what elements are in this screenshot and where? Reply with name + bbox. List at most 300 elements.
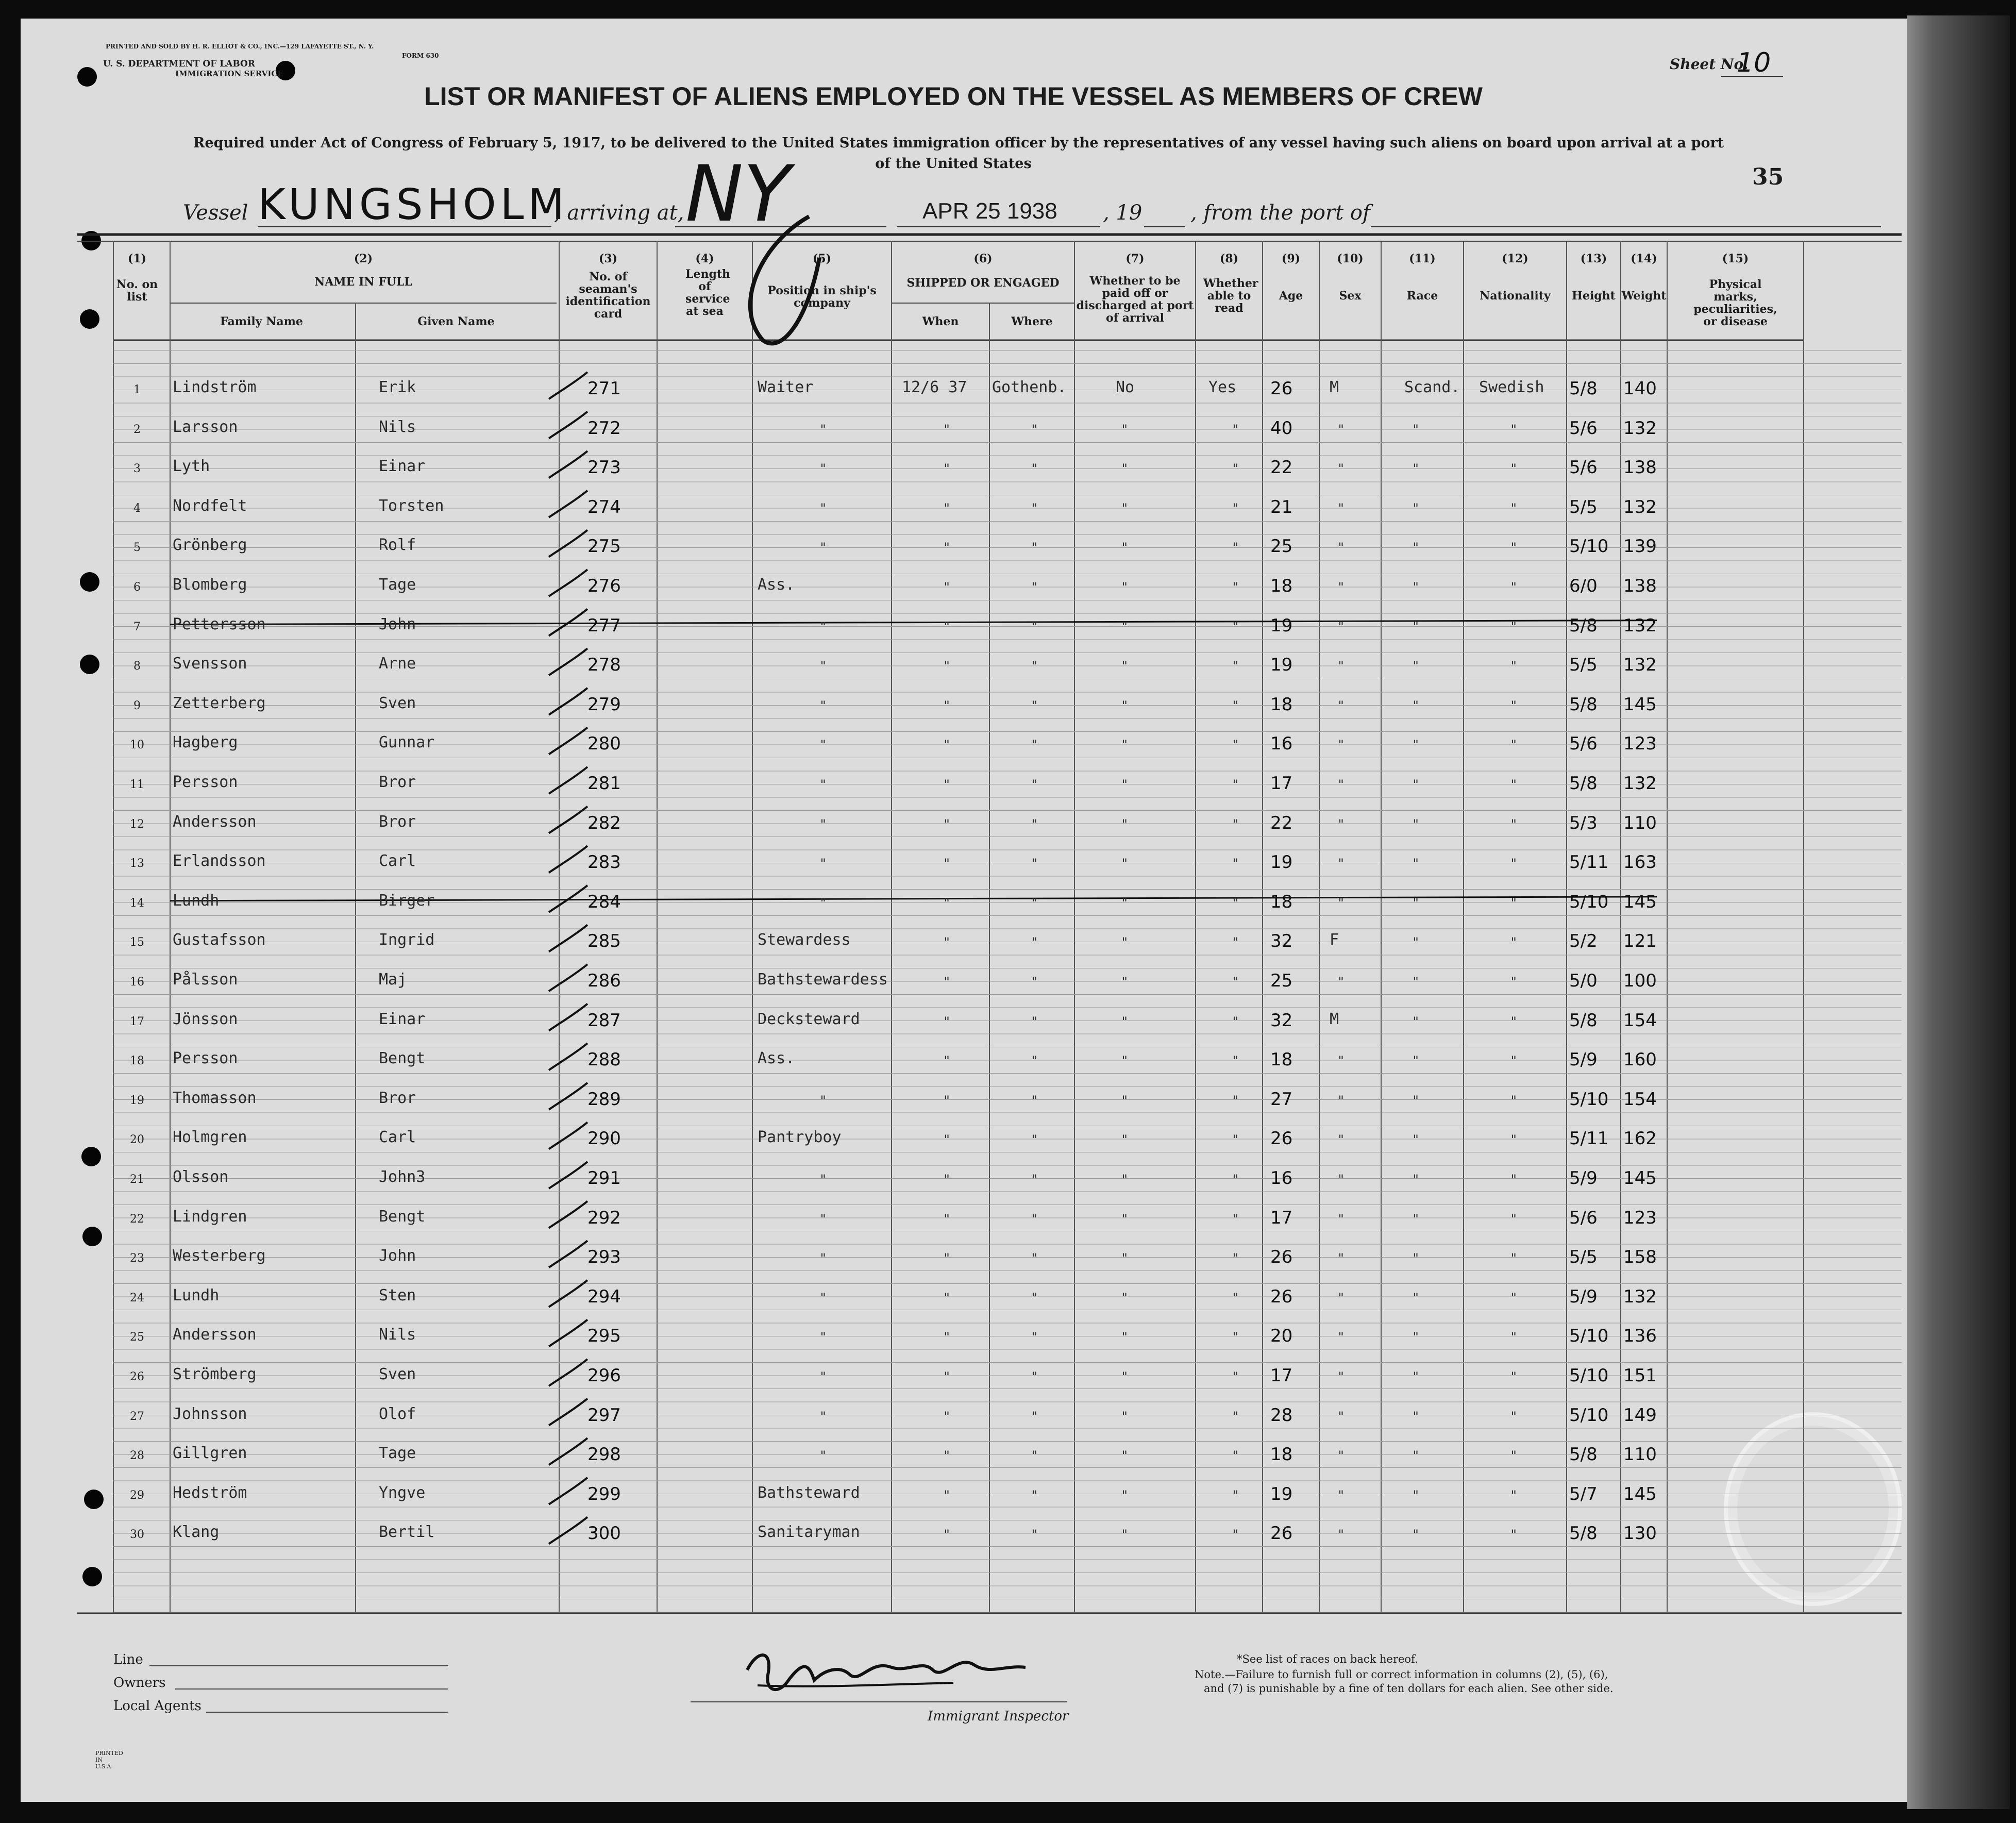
cell-weight: 145 <box>1623 1483 1657 1504</box>
cell-position: Ass. <box>758 576 795 594</box>
cell-family: Strömberg <box>173 1365 257 1383</box>
cell-given: Einar <box>379 1010 426 1028</box>
cell-weight: 132 <box>1623 615 1657 636</box>
ditto-mark: " <box>1337 659 1345 674</box>
col-2-family-header: Family Name <box>220 315 303 328</box>
ditto-mark: " <box>1412 698 1420 713</box>
ditto-mark: " <box>943 698 951 713</box>
cell-position: Stewardess <box>758 931 851 949</box>
ditto-mark: " <box>1121 856 1129 871</box>
footer-line-label: Line <box>113 1652 143 1667</box>
cell-card: 274 <box>587 496 621 517</box>
ditto-mark: " <box>1232 1330 1239 1345</box>
cell-age: 17 <box>1270 773 1293 794</box>
cell-no: 6 <box>133 581 141 594</box>
cell-no: 1 <box>133 383 141 396</box>
cell-weight: 145 <box>1623 694 1657 715</box>
col-8-header: Whether able to read <box>1203 277 1258 315</box>
cell-given: Birger <box>379 891 435 910</box>
cell-height: 5/6 <box>1569 417 1598 439</box>
races-note: *See list of races on back hereof. <box>1237 1653 1418 1665</box>
cell-height: 5/9 <box>1569 1168 1598 1189</box>
cell-family: Gustafsson <box>173 931 266 949</box>
cell-when: 12/6 37 <box>902 378 967 396</box>
ditto-mark: " <box>943 1172 951 1186</box>
service-name: IMMIGRATION SERVICE <box>175 69 283 78</box>
cell-card: 292 <box>587 1207 621 1228</box>
ditto-mark: " <box>1121 738 1129 752</box>
cell-height: 5/8 <box>1569 378 1598 399</box>
manifest-subtitle: Required under Act of Congress of February 5, 1917, to be delivered to the United States immigration officer by the representatives of any vessel having such aliens on board upon arrival at a port <box>193 135 1724 151</box>
cell-weight: 121 <box>1623 931 1657 952</box>
ditto-mark: " <box>819 1093 827 1108</box>
ditto-mark: " <box>1232 935 1239 950</box>
cell-given: Arne <box>379 655 416 673</box>
sheet-number: 10 <box>1737 47 1771 78</box>
ditto-mark: " <box>1510 500 1518 515</box>
from-port-label: , from the port of <box>1190 201 1370 225</box>
ditto-mark: " <box>1232 1448 1239 1463</box>
cell-height: 5/6 <box>1569 1207 1598 1228</box>
cell-family: Andersson <box>173 812 257 831</box>
ditto-mark: " <box>819 1172 827 1186</box>
ditto-mark: " <box>1031 1251 1038 1266</box>
ditto-mark: " <box>1232 1014 1239 1029</box>
ditto-mark: " <box>1412 1251 1420 1266</box>
ditto-mark: " <box>1510 1211 1518 1226</box>
ditto-mark: " <box>1337 1409 1345 1424</box>
ditto-mark: " <box>1031 935 1038 950</box>
ditto-mark: " <box>1232 1251 1239 1266</box>
sheet-label: Sheet No. <box>1670 56 1749 73</box>
cell-age: 21 <box>1270 496 1293 517</box>
ditto-mark: " <box>1031 975 1038 989</box>
ditto-mark: " <box>943 580 951 594</box>
ditto-mark: " <box>1031 1369 1038 1384</box>
ditto-mark: " <box>943 1487 951 1502</box>
ditto-mark: " <box>1232 777 1239 792</box>
cell-age: 16 <box>1270 733 1293 755</box>
ditto-mark: " <box>1510 659 1518 674</box>
ditto-mark: " <box>819 1369 827 1384</box>
inspector-label: Immigrant Inspector <box>928 1709 1069 1724</box>
ditto-mark: " <box>1510 461 1518 476</box>
ditto-mark: " <box>1121 698 1129 713</box>
cell-sex: F <box>1330 931 1339 949</box>
ditto-mark: " <box>1510 619 1518 634</box>
cell-age: 18 <box>1270 1049 1293 1071</box>
cell-no: 26 <box>130 1370 144 1383</box>
cell-height: 5/11 <box>1569 852 1609 873</box>
col-9-number: (9) <box>1281 252 1301 265</box>
col-1-header: No. on list <box>116 278 158 304</box>
cell-height: 5/6 <box>1569 733 1598 755</box>
col-6-number: (6) <box>973 252 993 265</box>
ditto-mark: " <box>1031 1132 1038 1147</box>
ditto-mark: " <box>1121 1251 1129 1266</box>
ditto-mark: " <box>1337 1369 1345 1384</box>
penalty-note: Note.—Failure to furnish full or correct information in columns (2), (5), (6), <box>1195 1668 1608 1681</box>
ditto-mark: " <box>1510 1093 1518 1108</box>
cell-card: 275 <box>587 536 621 557</box>
ditto-mark: " <box>1412 1448 1420 1463</box>
ditto-mark: " <box>1337 1251 1345 1266</box>
ditto-mark: " <box>1337 895 1345 910</box>
cell-age: 25 <box>1270 536 1293 557</box>
cell-height: 5/10 <box>1569 536 1609 557</box>
ditto-mark: " <box>1121 1527 1129 1542</box>
ditto-mark: " <box>1232 580 1239 594</box>
cell-height: 5/5 <box>1569 496 1598 517</box>
ditto-mark: " <box>1232 422 1239 437</box>
cell-race: Scand. <box>1404 378 1460 396</box>
cell-weight: 151 <box>1623 1365 1657 1386</box>
check-mark <box>549 1319 587 1346</box>
ditto-mark: " <box>1510 1053 1518 1068</box>
ditto-mark: " <box>1232 1132 1239 1147</box>
ditto-mark: " <box>1412 422 1420 437</box>
cell-given: Tage <box>379 576 416 594</box>
cell-family: Nordfelt <box>173 496 247 515</box>
ditto-mark: " <box>1337 461 1345 476</box>
ditto-mark: " <box>1121 1053 1129 1068</box>
cell-height: 5/9 <box>1569 1049 1598 1071</box>
cell-card: 277 <box>587 615 621 636</box>
ditto-mark: " <box>1232 1527 1239 1542</box>
cell-no: 27 <box>130 1410 144 1423</box>
cell-family: Lundh <box>173 1286 220 1304</box>
ditto-mark: " <box>943 1053 951 1068</box>
cell-no: 23 <box>130 1252 144 1265</box>
ditto-mark: " <box>943 461 951 476</box>
col-8-number: (8) <box>1219 252 1239 265</box>
cell-weight: 123 <box>1623 1207 1657 1228</box>
cell-no: 3 <box>133 462 141 476</box>
ditto-mark: " <box>1337 1448 1345 1463</box>
cell-weight: 154 <box>1623 1089 1657 1110</box>
cell-family: Klang <box>173 1523 220 1542</box>
handwritten-flourish <box>732 211 845 356</box>
cell-height: 5/8 <box>1569 694 1598 715</box>
ditto-mark: " <box>1031 500 1038 515</box>
cell-weight: 130 <box>1623 1523 1657 1544</box>
ditto-mark: " <box>1337 816 1345 831</box>
cell-family: Erlandsson <box>173 852 266 871</box>
cell-card: 287 <box>587 1010 621 1031</box>
ditto-mark: " <box>819 738 827 752</box>
ditto-mark: " <box>943 540 951 555</box>
col-2-number: (2) <box>354 252 373 265</box>
cell-height: 5/8 <box>1569 1444 1598 1465</box>
check-mark <box>549 1517 587 1544</box>
ditto-mark: " <box>1510 1330 1518 1345</box>
ditto-mark: " <box>1510 1487 1518 1502</box>
ditto-mark: " <box>943 816 951 831</box>
ditto-mark: " <box>819 422 827 437</box>
ditto-mark: " <box>819 856 827 871</box>
ditto-mark: " <box>1412 1487 1420 1502</box>
cell-weight: 158 <box>1623 1247 1657 1268</box>
ditto-mark: " <box>1232 738 1239 752</box>
check-mark <box>549 372 587 399</box>
ditto-mark: " <box>1510 1369 1518 1384</box>
cell-age: 19 <box>1270 852 1293 873</box>
cell-no: 16 <box>130 976 144 989</box>
cell-no: 25 <box>130 1331 144 1344</box>
ditto-mark: " <box>1412 461 1420 476</box>
ditto-mark: " <box>1337 1330 1345 1345</box>
cell-age: 17 <box>1270 1365 1293 1386</box>
cell-family: Thomasson <box>173 1089 257 1107</box>
ditto-mark: " <box>1121 1172 1129 1186</box>
col-1-number: (1) <box>127 252 147 265</box>
check-mark <box>549 1201 587 1228</box>
ditto-mark: " <box>1031 698 1038 713</box>
ditto-mark: " <box>943 1093 951 1108</box>
cell-weight: 123 <box>1623 733 1657 755</box>
ditto-mark: " <box>943 777 951 792</box>
col-15-number: (15) <box>1722 252 1749 265</box>
cell-given: Sten <box>379 1286 416 1304</box>
cell-given: John3 <box>379 1168 426 1186</box>
cell-weight: 145 <box>1623 1168 1657 1189</box>
cell-given: Sven <box>379 1365 416 1383</box>
cell-weight: 132 <box>1623 655 1657 676</box>
ditto-mark: " <box>1031 461 1038 476</box>
cell-height: 5/0 <box>1569 971 1598 991</box>
ditto-mark: " <box>1510 1014 1518 1029</box>
cell-age: 18 <box>1270 576 1293 596</box>
ditto-mark: " <box>1121 1211 1129 1226</box>
cell-age: 19 <box>1270 615 1293 636</box>
ditto-mark: " <box>1031 856 1038 871</box>
ditto-mark: " <box>1232 895 1239 910</box>
col-4-number: (4) <box>695 252 714 265</box>
check-mark <box>549 530 587 557</box>
ditto-mark: " <box>1510 1448 1518 1463</box>
col-13-number: (13) <box>1580 252 1607 265</box>
col-11-number: (11) <box>1409 252 1436 265</box>
cell-weight: 132 <box>1623 773 1657 794</box>
ditto-mark: " <box>1337 1211 1345 1226</box>
ditto-mark: " <box>1337 1053 1345 1068</box>
cell-family: Pettersson <box>173 615 266 633</box>
cell-height: 5/10 <box>1569 1089 1609 1110</box>
ditto-mark: " <box>943 856 951 871</box>
check-mark <box>549 1241 587 1267</box>
ditto-mark: " <box>1510 935 1518 950</box>
ditto-mark: " <box>1337 738 1345 752</box>
cell-given: Ingrid <box>379 931 435 949</box>
cell-sex: M <box>1330 378 1339 396</box>
cell-age: 40 <box>1270 417 1293 439</box>
ditto-mark: " <box>1232 856 1239 871</box>
ditto-mark: " <box>1121 500 1129 515</box>
check-mark <box>549 1162 587 1189</box>
ditto-mark: " <box>819 1251 827 1266</box>
ditto-mark: " <box>819 619 827 634</box>
cell-family: Johnsson <box>173 1404 247 1423</box>
cell-paid: No <box>1116 378 1135 396</box>
ditto-mark: " <box>1232 1211 1239 1226</box>
ditto-mark: " <box>1031 1211 1038 1226</box>
col-15-header: Physical marks, peculiarities, or disease <box>1693 278 1777 328</box>
cell-given: Bror <box>379 773 416 791</box>
cell-family: Svensson <box>173 655 247 673</box>
ditto-mark: " <box>1337 1527 1345 1542</box>
cell-height: 5/8 <box>1569 773 1598 794</box>
cell-age: 32 <box>1270 1010 1293 1031</box>
check-mark <box>549 412 587 439</box>
cell-no: 8 <box>133 660 141 673</box>
cell-card: 285 <box>587 931 621 952</box>
ditto-mark: " <box>943 422 951 437</box>
ditto-mark: " <box>819 698 827 713</box>
cell-no: 29 <box>130 1488 144 1502</box>
ditto-mark: " <box>1337 777 1345 792</box>
ditto-mark: " <box>819 500 827 515</box>
ditto-mark: " <box>1510 1132 1518 1147</box>
cell-age: 22 <box>1270 812 1293 833</box>
col-3-header: No. of seaman's identification card <box>565 270 651 321</box>
check-mark <box>549 1359 587 1386</box>
ditto-mark: " <box>1510 895 1518 910</box>
ditto-mark: " <box>1232 1290 1239 1305</box>
ditto-mark: " <box>1412 738 1420 752</box>
ditto-mark: " <box>943 975 951 989</box>
cell-position: Decksteward <box>758 1010 860 1028</box>
cell-given: Carl <box>379 1128 416 1147</box>
cell-position: Sanitaryman <box>758 1523 860 1542</box>
ditto-mark: " <box>1232 461 1239 476</box>
cell-card: 300 <box>587 1523 621 1544</box>
cell-family: Pålsson <box>173 971 238 989</box>
col-7-header: Whether to be paid off or discharged at port of arrival <box>1076 274 1194 325</box>
ditto-mark: " <box>1031 738 1038 752</box>
cell-given: Carl <box>379 852 416 871</box>
ditto-mark: " <box>943 1211 951 1226</box>
ditto-mark: " <box>1337 500 1345 515</box>
ditto-mark: " <box>819 540 827 555</box>
footer-agents-label: Local Agents <box>113 1698 201 1714</box>
cell-age: 22 <box>1270 457 1293 478</box>
ditto-mark: " <box>1031 1053 1038 1068</box>
ditto-mark: " <box>1031 422 1038 437</box>
check-mark <box>549 491 587 517</box>
cell-weight: 132 <box>1623 1286 1657 1307</box>
ditto-mark: " <box>1031 659 1038 674</box>
cell-no: 4 <box>133 501 141 515</box>
department-name: U. S. DEPARTMENT OF LABOR <box>103 59 255 69</box>
cell-given: Gunnar <box>379 733 435 752</box>
printed-mark: PRINTED IN U.S.A. <box>95 1750 123 1770</box>
ditto-mark: " <box>819 1290 827 1305</box>
cell-weight: 110 <box>1623 812 1657 833</box>
cell-height: 5/6 <box>1569 457 1598 478</box>
cell-family: Hedström <box>173 1483 247 1502</box>
cell-age: 25 <box>1270 971 1293 991</box>
cell-no: 13 <box>130 857 144 871</box>
cell-age: 27 <box>1270 1089 1293 1110</box>
ditto-mark: " <box>1337 856 1345 871</box>
cell-age: 18 <box>1270 1444 1293 1465</box>
cell-card: 272 <box>587 417 621 439</box>
ditto-mark: " <box>1121 461 1129 476</box>
cell-given: Rolf <box>379 536 416 555</box>
cell-card: 295 <box>587 1326 621 1347</box>
ditto-mark: " <box>1337 1172 1345 1186</box>
ditto-mark: " <box>1121 1409 1129 1424</box>
cell-no: 28 <box>130 1449 144 1463</box>
cell-card: 289 <box>587 1089 621 1110</box>
ditto-mark: " <box>1412 1369 1420 1384</box>
ditto-mark: " <box>1412 580 1420 594</box>
ditto-mark: " <box>1121 1330 1129 1345</box>
check-mark <box>549 451 587 478</box>
ditto-mark: " <box>1337 1487 1345 1502</box>
cell-family: Blomberg <box>173 576 247 594</box>
col-4-header: Length of service at sea <box>685 267 731 318</box>
ditto-mark: " <box>819 1409 827 1424</box>
check-mark <box>549 1438 587 1465</box>
ditto-mark: " <box>1031 895 1038 910</box>
cell-card: 286 <box>587 971 621 991</box>
cell-age: 26 <box>1270 1247 1293 1268</box>
ditto-mark: " <box>1510 540 1518 555</box>
cell-given: Yngve <box>379 1483 426 1502</box>
cell-age: 32 <box>1270 931 1293 952</box>
ditto-mark: " <box>1232 1487 1239 1502</box>
ditto-mark: " <box>1337 1132 1345 1147</box>
cell-height: 5/10 <box>1569 1404 1609 1426</box>
cell-card: 290 <box>587 1128 621 1149</box>
ditto-mark: " <box>1121 580 1129 594</box>
cell-no: 5 <box>133 541 141 555</box>
cell-given: Einar <box>379 457 426 476</box>
ditto-mark: " <box>1121 422 1129 437</box>
ditto-mark: " <box>1121 816 1129 831</box>
cell-family: Zetterberg <box>173 694 266 712</box>
ditto-mark: " <box>1337 1093 1345 1108</box>
cell-given: Bengt <box>379 1049 426 1068</box>
ditto-mark: " <box>1337 422 1345 437</box>
cell-no: 15 <box>130 936 144 949</box>
col-3-number: (3) <box>598 252 618 265</box>
ditto-mark: " <box>819 1448 827 1463</box>
cell-given: Maj <box>379 971 407 989</box>
cell-position: Pantryboy <box>758 1128 842 1147</box>
cell-age: 26 <box>1270 378 1293 399</box>
ditto-mark: " <box>1412 975 1420 989</box>
col-12-header: Nationality <box>1480 289 1551 303</box>
ditto-mark: " <box>1337 975 1345 989</box>
cell-given: Bror <box>379 1089 416 1107</box>
cell-family: Olsson <box>173 1168 229 1186</box>
ditto-mark: " <box>1121 1014 1129 1029</box>
cell-given: Bror <box>379 812 416 831</box>
form-number: FORM 630 <box>402 52 439 59</box>
cell-no: 11 <box>130 778 144 791</box>
ditto-mark: " <box>1031 816 1038 831</box>
ditto-mark: " <box>1031 1409 1038 1424</box>
ditto-mark: " <box>1412 816 1420 831</box>
cell-age: 26 <box>1270 1523 1293 1544</box>
cell-height: 5/2 <box>1569 931 1598 952</box>
cell-family: Holmgren <box>173 1128 247 1147</box>
footer-owners-label: Owners <box>113 1675 166 1691</box>
ditto-mark: " <box>943 1527 951 1542</box>
ditto-mark: " <box>1031 1290 1038 1305</box>
